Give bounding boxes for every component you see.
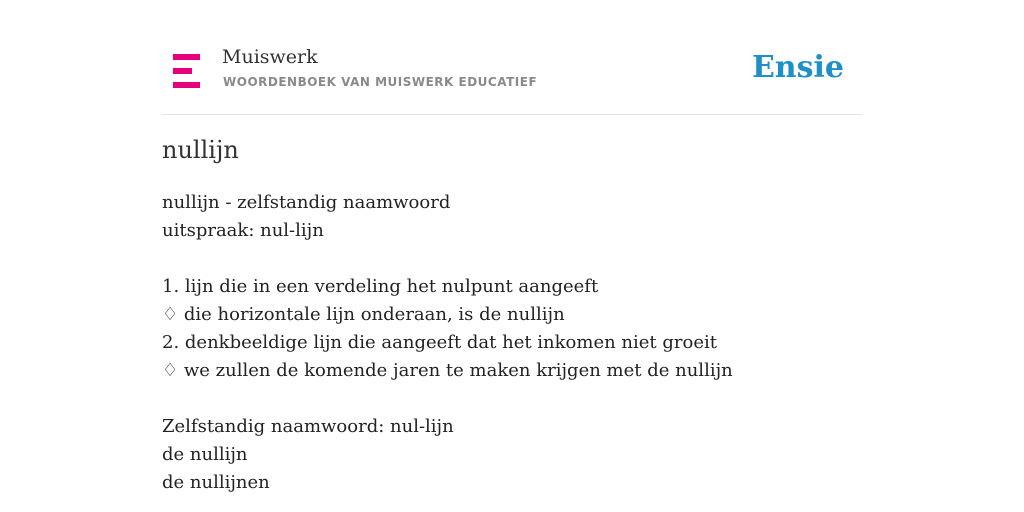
entry-line-plural: de nullijnen [162,472,270,493]
ensie-logo-link[interactable]: Ensie [751,50,844,85]
brand-subtitle: WOORDENBOEK VAN MUISWERK EDUCATIEF [223,75,538,89]
entry-line-inflection-heading: Zelfstandig naamwoord: nul-lijn [162,416,454,437]
entry-line-word-class: nullijn - zelfstandig naamwoord [162,192,451,213]
site-header [162,0,862,115]
entry-definition [162,189,862,497]
logo-bar-top [173,54,200,60]
entry-title: nullijn [162,136,239,164]
entry-line-pronunciation: uitspraak: nul-lijn [162,220,324,241]
entry-line-singular: de nullijn [162,444,248,465]
logo-bar-middle [173,68,192,74]
muiswerk-logo-icon[interactable] [173,54,200,88]
entry-line-example-2: ♢ we zullen de komende jaren te maken krijgen met de nullijn [162,360,733,381]
entry-line-spacer [162,385,862,413]
entry-line-meaning-2: 2. denkbeeldige lijn die aangeeft dat het inkomen niet groeit [162,332,717,353]
entry-line-example-1: ♢ die horizontale lijn onderaan, is de nullijn [162,304,565,325]
entry-line-meaning-1: 1. lijn die in een verdeling het nulpunt aangeeft [162,276,599,297]
brand-name[interactable]: Muiswerk [222,46,318,68]
entry-line-spacer [162,245,862,273]
logo-bar-bottom [173,82,200,88]
